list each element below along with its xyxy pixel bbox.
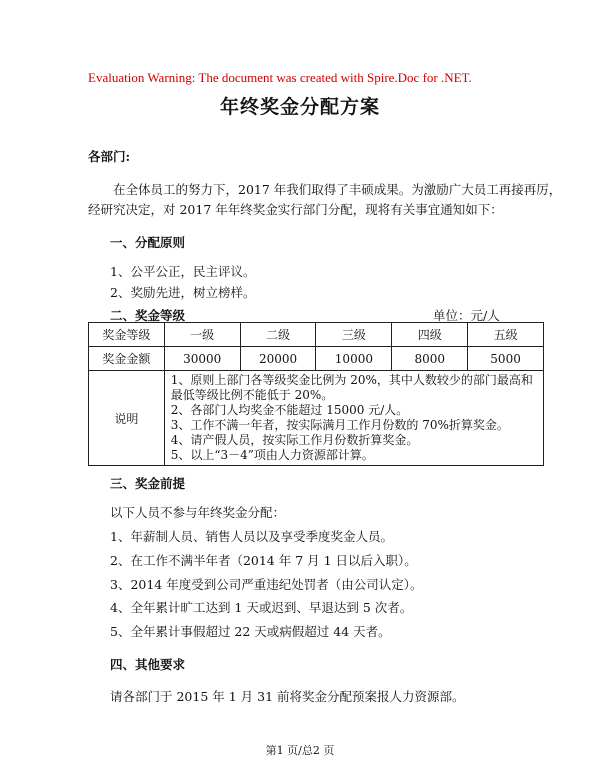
table-amount-row	[89, 347, 544, 371]
premise-item-4: 4、全年累计旷工达到 1 天或迟到、早退达到 5 次者。	[110, 600, 413, 615]
table-cell: 奖金等级	[89, 323, 165, 347]
table-cell: 10000	[316, 347, 392, 371]
table-cell: 二级	[240, 323, 316, 347]
section3-heading: 三、奖金前提	[110, 476, 186, 491]
premise-item-5: 5、全年累计事假超过 22 天或病假超过 44 天者。	[110, 624, 391, 639]
note-item-3: 3、工作不满一年者，按实际满月工作月份数的 70%折算奖金。	[170, 418, 509, 432]
principle-item-1: 1、公平公正，民主评议。	[110, 264, 256, 279]
section4-heading: 四、其他要求	[110, 657, 186, 672]
table-cell: 五级	[468, 323, 544, 347]
section1-heading: 一、分配原则	[110, 235, 186, 250]
premise-item-3: 3、2014 年度受到公司严重违纪处罚者（由公司认定）。	[110, 577, 423, 592]
table-cell: 一级	[164, 323, 240, 347]
page-footer: 第1 页/总2 页	[265, 744, 335, 757]
premise-item-1: 1、年薪制人员、销售人员以及享受季度奖金人员。	[110, 529, 393, 544]
note-item-5: 5、以上“3－4”项由人力资源部计算。	[170, 448, 374, 462]
notes-label: 说明	[89, 371, 165, 466]
table-cell: 8000	[392, 347, 468, 371]
table-cell: 30000	[164, 347, 240, 371]
evaluation-warning: Evaluation Warning: The document was created with Spire.Doc for .NET.	[88, 70, 472, 85]
section3-lead: 以下人员不参与年终奖金分配：	[110, 505, 286, 520]
note-item-2: 2、各部门人均奖金不能超过 15000 元/人。	[170, 403, 409, 417]
notes-cell	[164, 371, 543, 466]
table-cell: 奖金金额	[89, 347, 165, 371]
note-item-4: 4、请产假人员，按实际工作月份数折算奖金。	[170, 433, 419, 447]
table-cell: 5000	[468, 347, 544, 371]
bonus-grade-table	[88, 322, 544, 466]
intro-line-1: 在全体员工的努力下，2017 年我们取得了丰硕成果。为激励广大员工再接再厉，	[113, 182, 562, 197]
premise-item-2: 2、在工作不满半年者（2014 年 7 月 1 日以后入职）。	[110, 553, 417, 568]
table-cell: 20000	[240, 347, 316, 371]
note-item-1: 1、原则上部门各等级奖金比例为 20%，其中人数较少的部门最高和最低等级比例不能低于 20%。	[170, 373, 533, 402]
intro-line-2: 经研究决定，对 2017 年年终奖金实行部门分配，现将有关事宜通知如下：	[88, 202, 503, 217]
section2-heading: 二、奖金等级	[110, 308, 186, 323]
principle-item-2: 2、奖励先进，树立榜样。	[110, 285, 256, 300]
table-notes-row	[89, 371, 544, 466]
table-cell: 四级	[392, 323, 468, 347]
document-title: 年终奖金分配方案	[219, 96, 380, 118]
table-header-row	[89, 323, 544, 347]
section4-text: 请各部门于 2015 年 1 月 31 前将奖金分配预案报人力资源部。	[110, 689, 465, 704]
unit-label: 单位：元/人	[433, 308, 500, 323]
salutation: 各部门:	[88, 149, 131, 164]
table-cell: 三级	[316, 323, 392, 347]
